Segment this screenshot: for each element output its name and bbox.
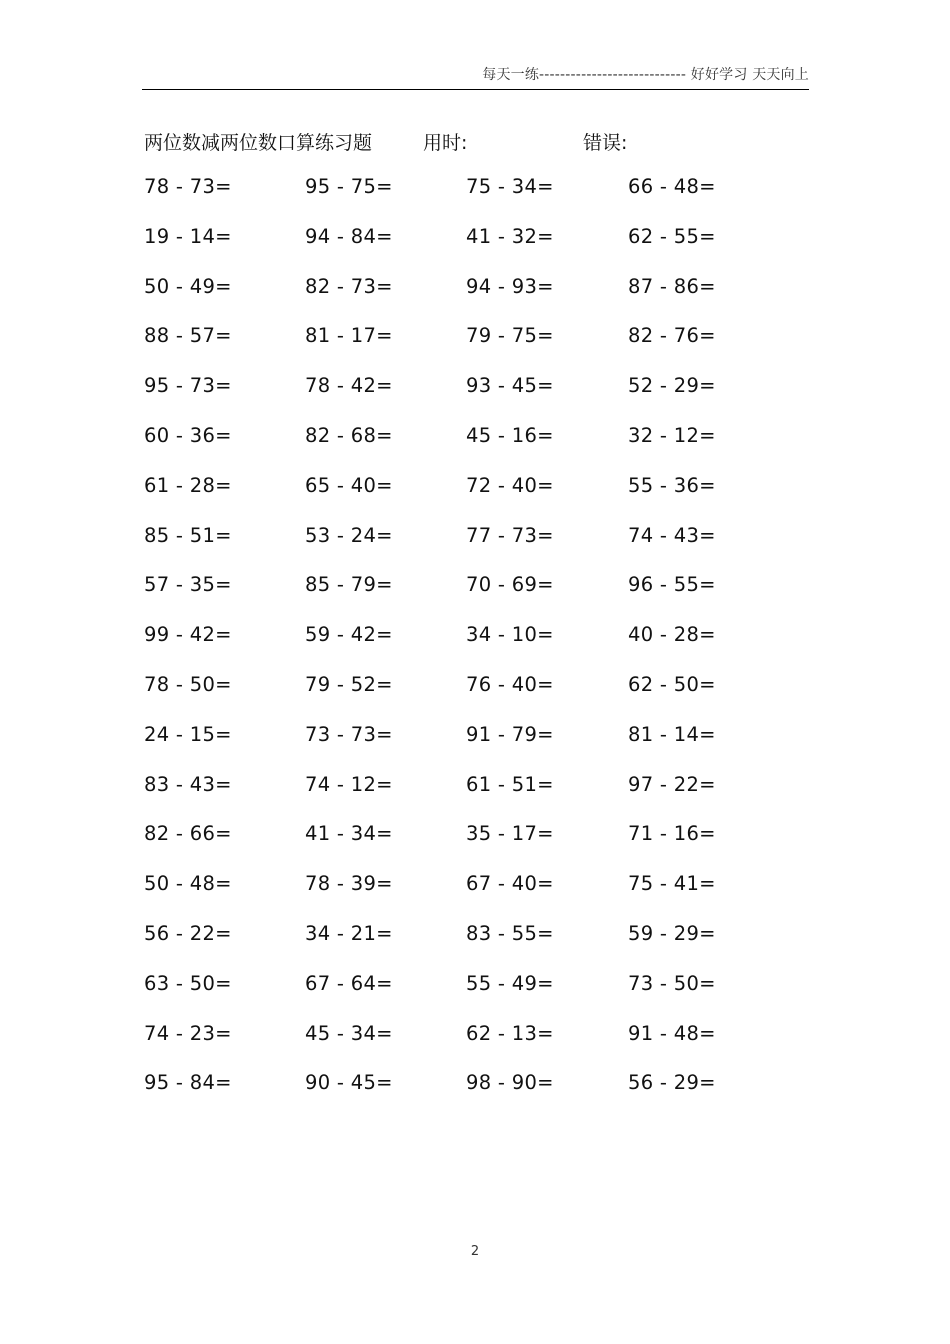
subtraction-problem: 81 - 17= (305, 324, 393, 348)
subtraction-problem: 83 - 43= (144, 772, 232, 796)
problem-row (144, 1022, 804, 1072)
subtraction-problem: 95 - 75= (305, 175, 393, 198)
subtraction-problem: 34 - 10= (466, 623, 554, 647)
subtraction-problem: 50 - 48= (144, 872, 232, 896)
problem-row (144, 374, 804, 424)
problem-row (144, 673, 804, 723)
page-number: 2 (470, 1244, 480, 1259)
time-label: 用时: (423, 132, 468, 154)
subtraction-problem: 97 - 22= (628, 772, 716, 796)
subtraction-problem: 83 - 55= (466, 921, 554, 945)
subtraction-problem: 19 - 14= (144, 224, 232, 248)
subtraction-problem: 87 - 86= (628, 274, 716, 298)
subtraction-problem: 67 - 40= (466, 872, 554, 896)
problem-row (144, 1071, 804, 1121)
subtraction-problem: 62 - 13= (466, 1021, 554, 1045)
subtraction-problem: 55 - 36= (628, 473, 716, 497)
problem-row (144, 922, 804, 972)
subtraction-problem: 79 - 52= (305, 672, 393, 696)
subtraction-problem: 74 - 12= (305, 772, 393, 796)
subtraction-problem: 63 - 50= (144, 971, 232, 995)
worksheet-title: 两位数减两位数口算练习题 (144, 132, 373, 154)
subtraction-problem: 24 - 15= (144, 722, 232, 746)
subtraction-problem: 59 - 42= (305, 623, 393, 647)
page-header (142, 64, 809, 88)
subtraction-problem: 35 - 17= (466, 822, 554, 846)
subtraction-problem: 95 - 73= (144, 374, 232, 398)
problem-row (144, 175, 804, 225)
subtraction-problem: 79 - 75= (466, 324, 554, 348)
errors-label: 错误: (583, 132, 628, 154)
subtraction-problem: 53 - 24= (305, 523, 393, 547)
subtraction-problem: 41 - 32= (466, 224, 554, 248)
subtraction-problem: 93 - 45= (466, 374, 554, 398)
subtraction-problem: 99 - 42= (144, 623, 232, 647)
subtraction-problem: 96 - 55= (628, 573, 716, 597)
subtraction-problem: 82 - 73= (305, 274, 393, 298)
subtraction-problem: 67 - 64= (305, 971, 393, 995)
problem-row (144, 225, 804, 275)
subtraction-problem: 75 - 41= (628, 872, 716, 896)
problem-row (144, 623, 804, 673)
problem-row (144, 474, 804, 524)
subtraction-problem: 56 - 29= (628, 1071, 716, 1095)
problem-row (144, 324, 804, 374)
problem-row (144, 424, 804, 474)
subtraction-problem: 56 - 22= (144, 921, 232, 945)
subtraction-problem: 60 - 36= (144, 423, 232, 447)
subtraction-problem: 77 - 73= (466, 523, 554, 547)
problem-row (144, 872, 804, 922)
subtraction-problem: 55 - 49= (466, 971, 554, 995)
subtraction-problem: 70 - 69= (466, 573, 554, 597)
subtraction-problem: 73 - 73= (305, 722, 393, 746)
subtraction-problem: 65 - 40= (305, 473, 393, 497)
problem-row (144, 723, 804, 773)
problem-row (144, 972, 804, 1022)
subtraction-problem: 78 - 39= (305, 872, 393, 896)
subtraction-problem: 59 - 29= (628, 921, 716, 945)
subtraction-problem: 50 - 49= (144, 274, 232, 298)
problem-row (144, 773, 804, 823)
subtraction-problem: 57 - 35= (144, 573, 232, 597)
problem-row (144, 524, 804, 574)
subtraction-problem: 85 - 79= (305, 573, 393, 597)
subtraction-problem: 32 - 12= (628, 423, 716, 447)
subtraction-problem: 78 - 50= (144, 672, 232, 696)
subtraction-problem: 94 - 84= (305, 224, 393, 248)
subtraction-problem: 91 - 48= (628, 1021, 716, 1045)
problem-row (144, 573, 804, 623)
header-divider (142, 89, 809, 90)
subtraction-problem: 78 - 73= (144, 175, 232, 198)
subtraction-problem: 73 - 50= (628, 971, 716, 995)
subtraction-problem: 62 - 50= (628, 672, 716, 696)
subtraction-problem: 76 - 40= (466, 672, 554, 696)
header-text: 每天一练---------------------------- 好好学习 天天向上 (482, 67, 809, 83)
subtraction-problem: 82 - 66= (144, 822, 232, 846)
subtraction-problem: 45 - 16= (466, 423, 554, 447)
problem-row (144, 275, 804, 325)
subtraction-problem: 91 - 79= (466, 722, 554, 746)
subtraction-problem: 45 - 34= (305, 1021, 393, 1045)
subtraction-problem: 81 - 14= (628, 722, 716, 746)
subtraction-problem: 74 - 23= (144, 1021, 232, 1045)
subtraction-problem: 98 - 90= (466, 1071, 554, 1095)
subtraction-problem: 75 - 34= (466, 175, 554, 198)
subtraction-problem: 88 - 57= (144, 324, 232, 348)
subtraction-problem: 74 - 43= (628, 523, 716, 547)
problem-grid (144, 175, 804, 1121)
subtraction-problem: 66 - 48= (628, 175, 716, 198)
subtraction-problem: 61 - 51= (466, 772, 554, 796)
subtraction-problem: 78 - 42= (305, 374, 393, 398)
subtraction-problem: 72 - 40= (466, 473, 554, 497)
problem-row (144, 822, 804, 872)
subtraction-problem: 82 - 68= (305, 423, 393, 447)
subtraction-problem: 71 - 16= (628, 822, 716, 846)
subtraction-problem: 94 - 93= (466, 274, 554, 298)
subtraction-problem: 95 - 84= (144, 1071, 232, 1095)
subtraction-problem: 41 - 34= (305, 822, 393, 846)
subtraction-problem: 40 - 28= (628, 623, 716, 647)
subtraction-problem: 34 - 21= (305, 921, 393, 945)
subtraction-problem: 82 - 76= (628, 324, 716, 348)
subtraction-problem: 61 - 28= (144, 473, 232, 497)
subtraction-problem: 52 - 29= (628, 374, 716, 398)
subtraction-problem: 62 - 55= (628, 224, 716, 248)
subtraction-problem: 85 - 51= (144, 523, 232, 547)
subtraction-problem: 90 - 45= (305, 1071, 393, 1095)
